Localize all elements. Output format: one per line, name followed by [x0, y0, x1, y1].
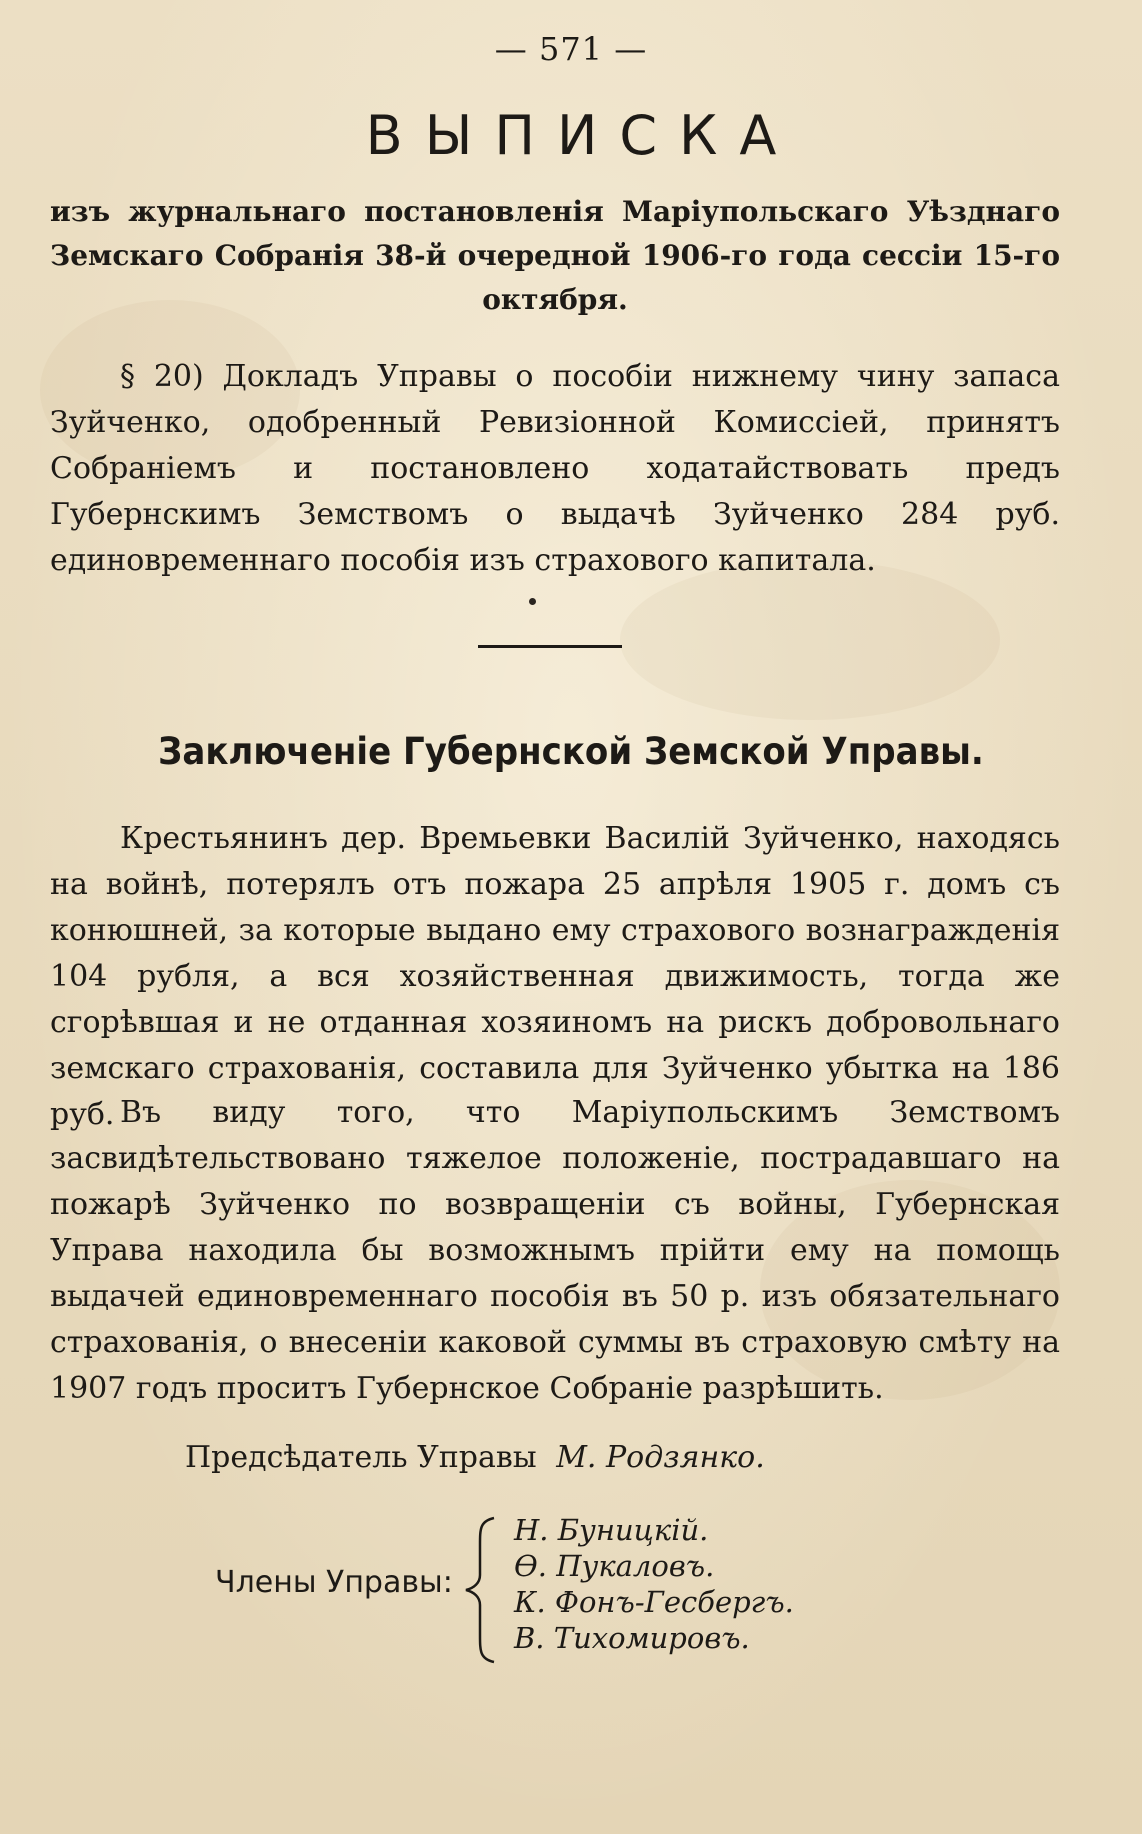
curly-brace-icon	[460, 1515, 500, 1665]
chair-name: М. Родзянко.	[556, 1440, 765, 1475]
members-label: Члены Управы:	[215, 1565, 453, 1600]
members-list	[514, 1512, 794, 1656]
document-subtitle: изъ журнальнаго постановленія Маріупольскаго Уѣзднаго Земскаго Собранія 38-й очередной 1906-го года сессіи 15-го октября.	[50, 195, 1060, 316]
section-divider	[478, 645, 622, 648]
chair-label: Предсѣдатель Управы	[185, 1440, 537, 1475]
member-name: В. Тихомировъ.	[514, 1621, 750, 1655]
paper-stain	[620, 560, 1000, 720]
paragraph-decision: Въ виду того, что Маріупольскимъ Земствомъ засвидѣтельствовано тяжелое положеніе, пострадавшаго на пожарѣ Зуйченко по возвращеніи съ войны, Губернская Управа находила бы возможнымъ прійти ему на помощь выдачей единовременнаго пособія въ 50 р. изъ обязательнаго страхованія, о внесеніи каковой суммы въ страховую смѣту на 1907 годъ проситъ Губернское Собраніе разрѣшить.	[50, 1095, 1060, 1406]
member-name: Н. Буницкій.	[514, 1513, 709, 1547]
page-number: — 571 —	[494, 30, 648, 68]
chair-signature	[185, 1440, 765, 1475]
member-name: Ѳ. Пукаловъ.	[514, 1549, 715, 1583]
paragraph-circumstances: Крестьянинъ дер. Времьевки Василій Зуйченко, находясь на войнѣ, потерялъ отъ пожара 25 апрѣля 1905 г. домъ съ конюшней, за которые выдано ему страхового вознагражденія 104 рубля, а вся хозяйственная движимость, тогда же сгорѣвшая и не отданная хозяиномъ на рискъ добровольнаго земскаго страхованія, составила для Зуйченко убытка на 186 руб.	[50, 821, 1060, 1132]
paragraph-resolution: § 20) Докладъ Управы о пособіи нижнему чину запаса Зуйченко, одобренный Ревизіонной Комиссіей, принятъ Собраніемъ и постановлено ходатайствовать предъ Губернскимъ Земствомъ о выдачѣ Зуйченко 284 руб. единовременнаго пособія изъ страхового капитала.	[50, 359, 1060, 578]
member-name: К. Фонъ-Гесбергъ.	[514, 1585, 794, 1619]
document-title: ВЫПИСКА	[365, 104, 799, 167]
conclusion-heading: Заключеніе Губернской Земской Управы.	[158, 730, 984, 773]
ornament-dot	[529, 598, 536, 605]
